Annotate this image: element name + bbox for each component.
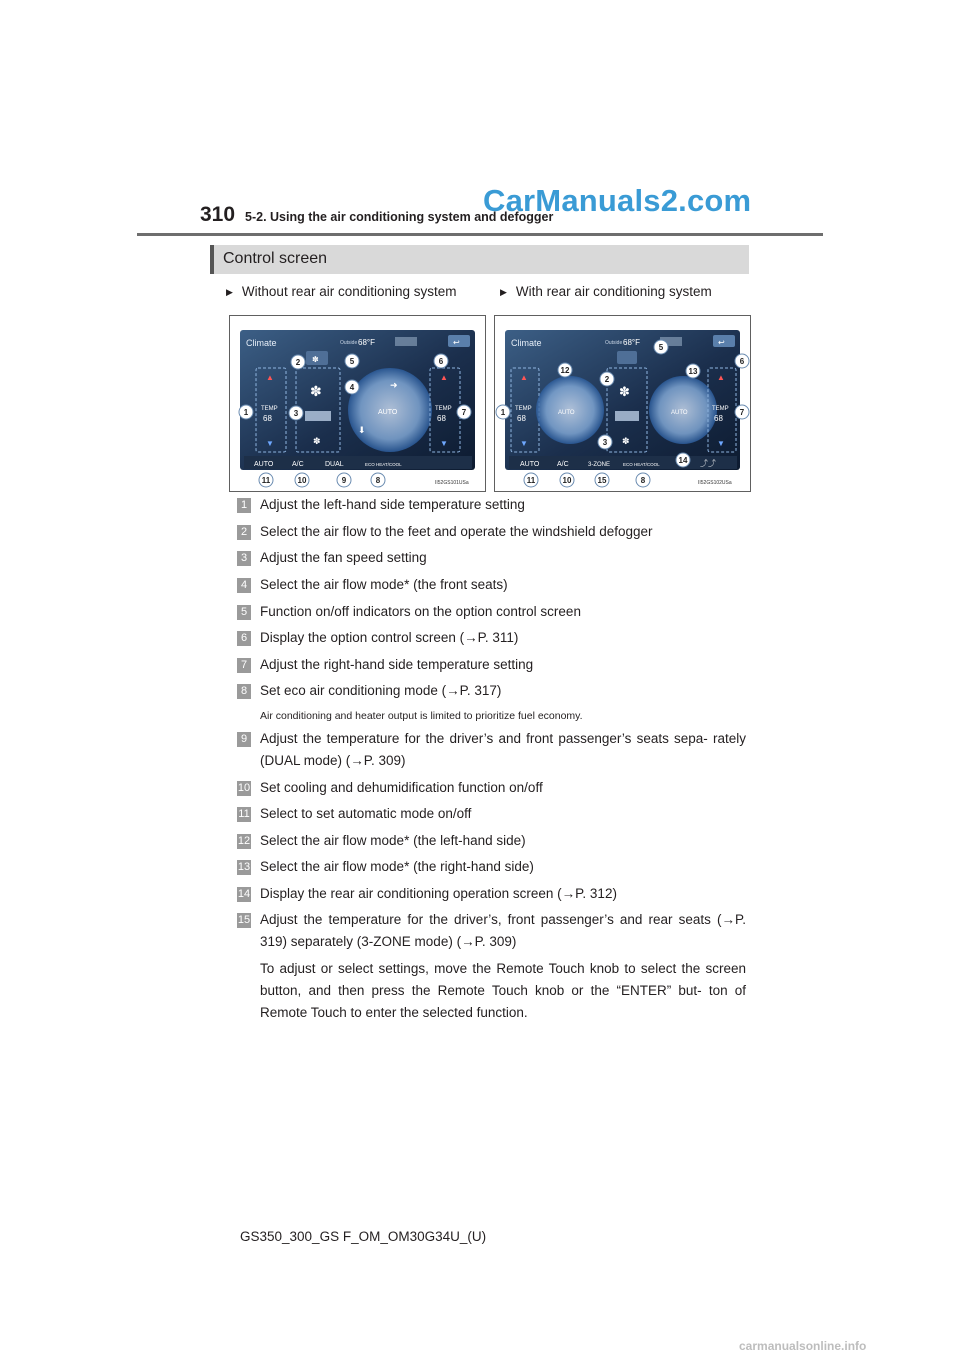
- eco-mode-note: Air conditioning and heater output is limited to prioritize fuel economy.: [260, 710, 583, 722]
- outside-label: Outside: [605, 340, 623, 346]
- three-zone-button[interactable]: 3-ZONE: [588, 462, 611, 468]
- eco-button[interactable]: ECO HEAT/COOL: [365, 462, 402, 467]
- callout-7: 7: [461, 408, 467, 417]
- callout-11: 11: [526, 476, 536, 485]
- left-temp-value: 68: [517, 414, 526, 423]
- item-text: Set eco air conditioning mode (→P. 317): [260, 683, 502, 698]
- right-subheading-text: With rear air conditioning system: [515, 284, 712, 299]
- fan-level-bars: [615, 411, 639, 421]
- rear-seat-icon[interactable]: ⤴⤴: [700, 459, 716, 468]
- callout-11: 11: [261, 476, 271, 485]
- right-temp-down-icon[interactable]: ▼: [440, 439, 448, 448]
- callout-2: 2: [604, 375, 610, 384]
- callout-6: 6: [739, 357, 745, 366]
- image-code: II52GS101USa: [435, 480, 469, 486]
- callout-7: 7: [739, 408, 745, 417]
- callout-1: 1: [243, 408, 249, 417]
- item-number: 6: [237, 631, 251, 646]
- watermark-bottom: carmanualsonline.info: [739, 1339, 867, 1353]
- fan-icon: ✽: [312, 355, 319, 364]
- item-number: 10: [237, 782, 251, 794]
- item-text: Adjust the right-hand side temperature setting: [260, 657, 534, 672]
- left-temp-down-icon[interactable]: ▼: [266, 439, 274, 448]
- item-number: 3: [237, 551, 251, 566]
- right-temp-down-icon[interactable]: ▼: [717, 439, 725, 448]
- item-number: 4: [237, 578, 251, 593]
- right-subheading: [500, 284, 712, 299]
- climate-screen-with-rear: [494, 315, 751, 492]
- callout-10: 10: [562, 476, 572, 485]
- left-temp-value: 68: [263, 414, 272, 423]
- fan-large-icon: ✽: [310, 383, 322, 399]
- item-text: Select the air flow mode* (the front seats): [260, 577, 508, 592]
- app-title: Climate: [511, 338, 542, 348]
- item-text: Adjust the temperature for the driver’s and front passenger’s seats sepa- rately (DUAL mode) (→P. 309): [260, 731, 746, 768]
- triangle-bullet-icon: ▶: [226, 287, 233, 297]
- section-title: 5-2. Using the air conditioning system and defogger: [245, 210, 554, 224]
- footer-code: GS350_300_GS F_OM_OM30G34U_(U): [240, 1229, 487, 1244]
- item-number: 9: [237, 732, 251, 747]
- right-temp-value: 68: [714, 414, 723, 423]
- airflow-face-arrow-icon: ➜: [390, 380, 398, 390]
- defog-feet-button[interactable]: [617, 351, 637, 364]
- watermark-top: CarManuals2.com: [483, 183, 752, 218]
- item-number: 13: [237, 861, 251, 873]
- right-temp-value: 68: [437, 414, 446, 423]
- callout-3: 3: [293, 409, 299, 418]
- auto-button[interactable]: AUTO: [254, 461, 274, 468]
- callout-6: 6: [438, 357, 444, 366]
- item-text: Select the air flow to the feet and operate the windshield defogger: [260, 524, 653, 539]
- item-text: Select to set automatic mode on/off: [260, 806, 472, 821]
- item-number: 11: [238, 808, 250, 820]
- back-arrow-icon[interactable]: ↩: [453, 338, 460, 347]
- item-text: Display the option control screen (→P. 311): [260, 630, 519, 645]
- item-text: Adjust the fan speed setting: [260, 550, 427, 565]
- eco-button[interactable]: ECO HEAT/COOL: [623, 462, 660, 467]
- control-screen-title: Control screen: [223, 250, 328, 267]
- fan-small-icon: ✽: [622, 436, 630, 446]
- right-temp-up-icon[interactable]: ▲: [717, 373, 725, 382]
- control-screen-heading: [210, 245, 749, 274]
- callout-2: 2: [295, 358, 301, 367]
- item-number: 2: [237, 525, 251, 540]
- header-rule: [137, 233, 823, 236]
- left-auto-dial-label: AUTO: [558, 410, 575, 416]
- left-temp-label: TEMP: [261, 406, 278, 412]
- left-subheading: [226, 284, 457, 299]
- item-text: Adjust the left-hand side temperature setting: [260, 497, 525, 512]
- item-number: 15: [237, 914, 251, 926]
- auto-dial-label: AUTO: [378, 409, 398, 416]
- status-icons: [395, 337, 417, 346]
- callout-13: 13: [688, 367, 698, 376]
- item-number: 1: [237, 498, 251, 513]
- auto-button[interactable]: AUTO: [520, 461, 540, 468]
- airflow-feet-arrow-icon: ⬇: [358, 425, 366, 435]
- callout-1: 1: [500, 408, 506, 417]
- outside-temp: 68°F: [358, 338, 375, 347]
- ac-button[interactable]: A/C: [557, 461, 569, 468]
- callout-10: 10: [297, 476, 307, 485]
- item-number: 7: [237, 658, 251, 673]
- image-code: II52GS102USa: [698, 480, 732, 486]
- app-title: Climate: [246, 338, 277, 348]
- item-text: Adjust the temperature for the driver’s, front passenger’s and rear seats (→P. 319) separately (3-ZONE mode) (→P. 309): [260, 912, 746, 949]
- left-temp-down-icon[interactable]: ▼: [520, 439, 528, 448]
- back-arrow-icon[interactable]: ↩: [718, 338, 725, 347]
- callout-8: 8: [640, 476, 646, 485]
- callout-9: 9: [341, 476, 347, 485]
- fan-small-icon: ✽: [313, 436, 321, 446]
- callout-8: 8: [375, 476, 381, 485]
- callout-14: 14: [678, 456, 688, 465]
- item-number: 5: [237, 605, 251, 620]
- right-temp-up-icon[interactable]: ▲: [440, 373, 448, 382]
- callout-15: 15: [597, 476, 607, 485]
- page-number: 310: [200, 203, 236, 226]
- callout-12: 12: [560, 366, 570, 375]
- fan-level-bars: [305, 411, 331, 421]
- callout-4: 4: [349, 383, 355, 392]
- bottom-button-bar: [244, 456, 472, 469]
- climate-screen-without-rear: [229, 315, 486, 492]
- item-text: Set cooling and dehumidification function on/off: [260, 780, 543, 795]
- item-number: 8: [237, 684, 251, 699]
- right-temp-label: TEMP: [712, 406, 729, 412]
- left-temp-up-icon[interactable]: ▲: [266, 373, 274, 382]
- item-number: 14: [237, 888, 251, 900]
- instruction-paragraph: To adjust or select settings, move the Remote Touch knob to select the screen button, and then press the Remote Touch knob or the “ENTER” but- ton of Remote Touch to enter the selected function.: [260, 961, 746, 1020]
- left-temp-up-icon[interactable]: ▲: [520, 373, 528, 382]
- item-text: Select the air flow mode* (the left-hand side): [260, 833, 526, 848]
- callout-5: 5: [658, 343, 664, 352]
- dual-button[interactable]: DUAL: [325, 461, 344, 468]
- heading-accent: [210, 245, 214, 274]
- ac-button[interactable]: A/C: [292, 461, 304, 468]
- fan-large-icon: ✽: [619, 384, 630, 399]
- item-text: Display the rear air conditioning operation screen (→P. 312): [260, 886, 617, 901]
- right-auto-dial-label: AUTO: [671, 410, 688, 416]
- item-number: 12: [237, 835, 251, 847]
- left-temp-label: TEMP: [515, 406, 532, 412]
- outside-temp: 68°F: [623, 338, 640, 347]
- triangle-bullet-icon: ▶: [500, 287, 507, 297]
- left-subheading-text: Without rear air conditioning system: [241, 284, 457, 299]
- callout-5: 5: [349, 357, 355, 366]
- outside-label: Outside: [340, 340, 358, 346]
- callout-3: 3: [602, 438, 608, 447]
- item-text: Function on/off indicators on the option control screen: [260, 604, 581, 619]
- right-temp-label: TEMP: [435, 406, 452, 412]
- item-text: Select the air flow mode* (the right-hand side): [260, 859, 534, 874]
